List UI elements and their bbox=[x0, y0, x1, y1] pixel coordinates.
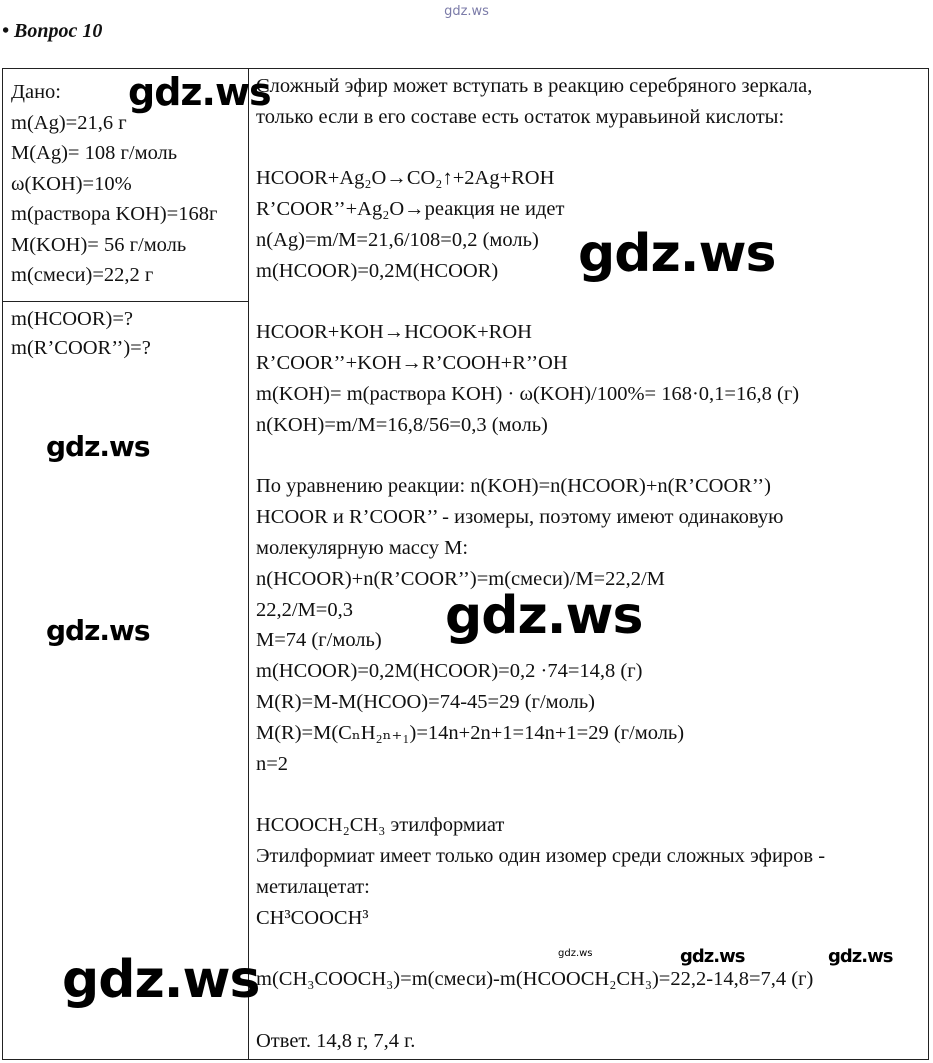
watermark: gdz.ws bbox=[445, 586, 643, 646]
given-line: m(раствора KOH)=168г bbox=[11, 203, 218, 225]
reaction-line: HCOOR+Ag₂O→CO₂↑+2Ag+ROH bbox=[256, 167, 555, 190]
final-calc-line: m(CH₃COOCH₃)=m(смеси)-m(HCOOCH₂CH₃)=22,2-14,8=7,4 (г) bbox=[256, 968, 814, 991]
given-line: ω(KOH)=10% bbox=[11, 172, 132, 195]
watermark: gdz.ws bbox=[46, 430, 150, 463]
watermark: gdz.ws bbox=[46, 614, 150, 647]
calc-line: 22,2/M=0,3 bbox=[256, 598, 353, 621]
ester-line: Этилформиат имеет только один изомер среди сложных эфиров - bbox=[256, 844, 826, 867]
calc-line: n(HCOOR)+n(R’COOR’’)=m(смеси)/M=22,2/M bbox=[256, 567, 665, 590]
given-line: M(Ag)= 108 г/моль bbox=[11, 142, 178, 164]
calc-line: n(Ag)=m/M=21,6/108=0,2 (моль) bbox=[256, 228, 539, 251]
calc-line: m(KOH)= m(раствора KOH) · ω(KOH)/100%= 168·0,1=16,8 (г) bbox=[256, 382, 800, 405]
column-divider bbox=[248, 69, 249, 1059]
watermark: gdz.ws bbox=[680, 946, 745, 967]
top-watermark: gdz.ws bbox=[444, 4, 489, 19]
solution-line: только если в его составе есть остаток муравьиной кислоты: bbox=[256, 105, 785, 128]
solution-table bbox=[2, 68, 929, 1060]
calc-line: По уравнению реакции: n(KOH)=n(HCOOR)+n(R’COOR’’) bbox=[256, 475, 771, 498]
ester-line: метилацетат: bbox=[256, 875, 370, 898]
find-line: m(R’COOR’’)=? bbox=[11, 337, 151, 359]
calc-line: n(KOH)=m/M=16,8/56=0,3 (моль) bbox=[256, 413, 548, 436]
given-header: Дано: bbox=[11, 81, 61, 103]
watermark: gdz.ws bbox=[62, 950, 260, 1010]
find-section bbox=[11, 305, 247, 363]
solution-section bbox=[256, 71, 926, 1057]
reaction-line: HCOOR+KOH→HCOOK+ROH bbox=[256, 321, 532, 344]
calc-line: молекулярную массу M: bbox=[256, 536, 469, 559]
calc-line: HCOOR и R’COOR’’ - изомеры, поэтому имеют одинаковую bbox=[256, 506, 784, 529]
calc-line: n=2 bbox=[256, 752, 289, 775]
solution-line: Сложный эфир может вступать в реакцию серебряного зеркала, bbox=[256, 75, 813, 97]
calc-line: m(HCOOR)=0,2M(HCOOR)=0,2 ·74=14,8 (г) bbox=[256, 660, 643, 683]
ester-line: CH³COOCH³ bbox=[256, 906, 369, 929]
calc-line: M(R)=M-M(HCOO)=74-45=29 (г/моль) bbox=[256, 690, 596, 713]
calc-line: M=74 (г/моль) bbox=[256, 629, 382, 652]
reaction-line: R’COOR’’+KOH→R’COOH+R’’OH bbox=[256, 352, 568, 375]
reaction-line: R’COOR’’+Ag₂O→реакция не идет bbox=[256, 198, 565, 221]
given-line: m(смеси)=22,2 г bbox=[11, 264, 154, 286]
watermark: gdz.ws bbox=[558, 948, 593, 959]
watermark: gdz.ws bbox=[128, 70, 271, 114]
ester-line: HCOOCH₂CH₃ этилформиат bbox=[256, 814, 505, 837]
question-title: • Вопрос 10 bbox=[2, 20, 103, 42]
find-line: m(HCOOR)=? bbox=[11, 308, 134, 330]
row-divider bbox=[3, 301, 248, 302]
watermark: gdz.ws bbox=[828, 946, 893, 967]
given-line: m(Ag)=21,6 г bbox=[11, 111, 127, 134]
calc-line: M(R)=M(CₙH₂ₙ₊₁)=14n+2n+1=14n+1=29 (г/моль) bbox=[256, 721, 685, 744]
calc-line: m(HCOOR)=0,2M(HCOOR) bbox=[256, 259, 499, 282]
given-line: M(KOH)= 56 г/моль bbox=[11, 233, 187, 256]
answer-line: Ответ. 14,8 г, 7,4 г. bbox=[256, 1029, 416, 1052]
watermark: gdz.ws bbox=[578, 224, 776, 284]
